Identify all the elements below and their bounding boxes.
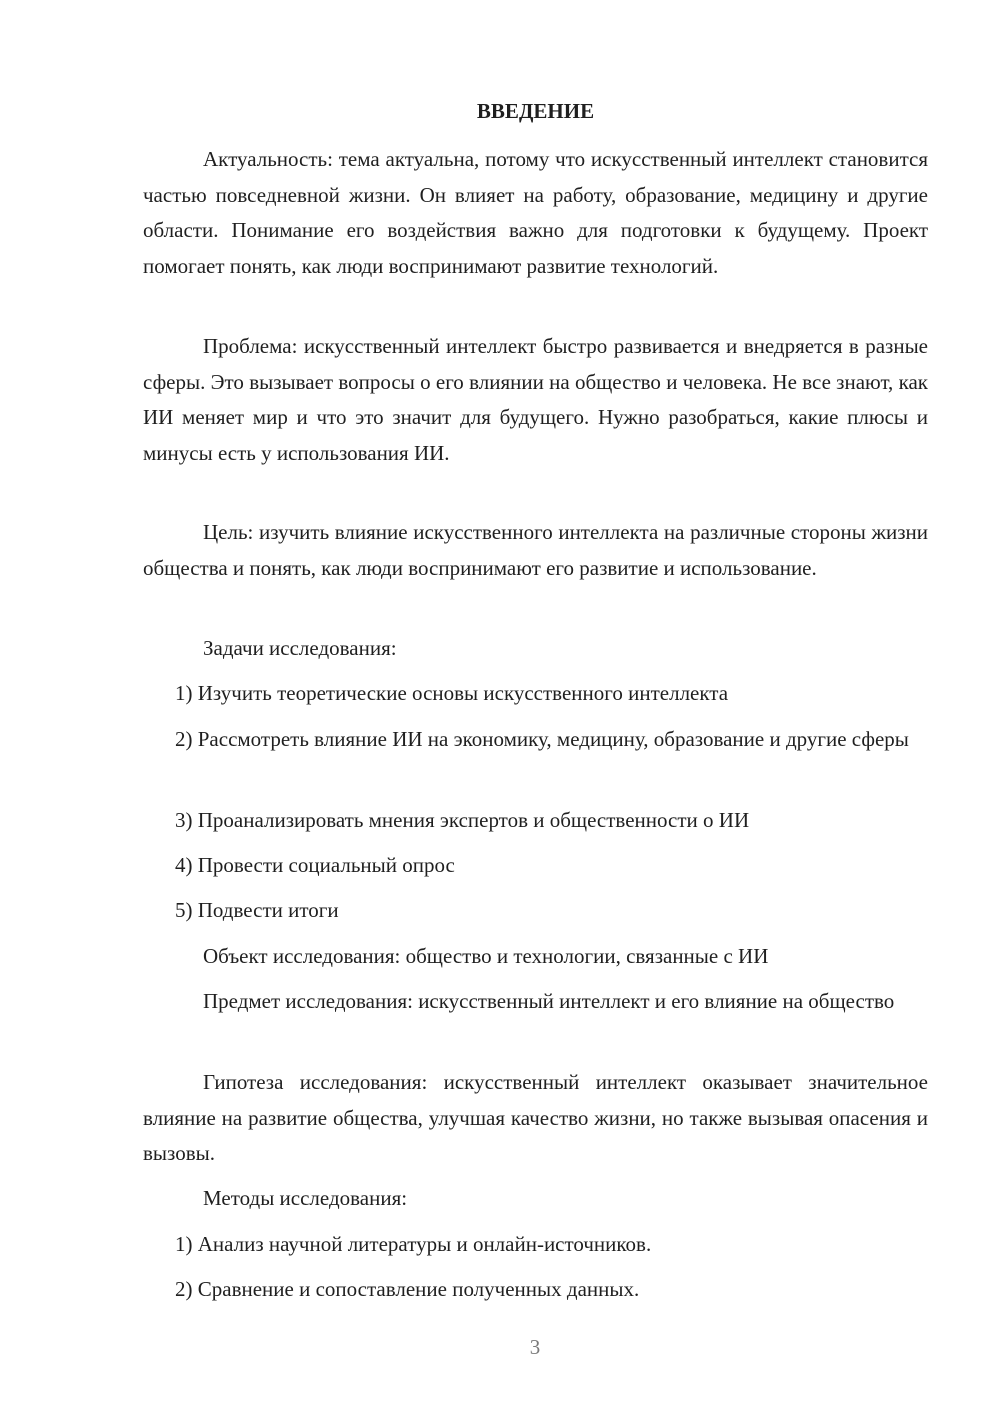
- hypothesis-paragraph: Гипотеза исследования: искусственный интеллект оказывает значительное влияние на развитие общества, улучшая качество жизни, но также вызывая опасения и вызовы.: [143, 1070, 928, 1165]
- tasks-title: Задачи исследования:: [203, 636, 397, 660]
- task-item-4: 4) Провести социальный опрос: [175, 853, 455, 877]
- task-item-3: 3) Проанализировать мнения экспертов и общественности о ИИ: [175, 808, 750, 832]
- task-item-5: 5) Подвести итоги: [175, 898, 339, 922]
- subject-paragraph: Предмет исследования: искусственный интеллект и его влияние на общество: [203, 989, 895, 1013]
- object-paragraph: Объект исследования: общество и технологии, связанные с ИИ: [203, 944, 769, 968]
- goal-paragraph: Цель: изучить влияние искусственного интеллекта на различные стороны жизни общества и понять, как люди воспринимают его развитие и использование.: [143, 520, 928, 580]
- page-number: 3: [529, 1335, 541, 1359]
- methods-title: Методы исследования:: [203, 1186, 408, 1210]
- relevance-paragraph: Актуальность: тема актуальна, потому что искусственный интеллект становится частью повседневной жизни. Он влияет на работу, образование, медицину и другие области. Понимание его воздействия важно для подготовки к будущему. Проект помогает понять, как люди воспринимают развитие технологий.: [143, 147, 928, 278]
- method-item-2: 2) Сравнение и сопоставление полученных данных.: [175, 1277, 640, 1301]
- section-heading: ВВЕДЕНИЕ: [476, 99, 595, 123]
- method-item-1: 1) Анализ научной литературы и онлайн-источников.: [175, 1232, 652, 1256]
- problem-paragraph: Проблема: искусственный интеллект быстро развивается и внедряется в разные сферы. Это вызывает вопросы о его влиянии на общество и человека. Не все знают, как ИИ меняет мир и что это значит для будущего. Нужно разобраться, какие плюсы и минусы есть у использования ИИ.: [143, 334, 928, 465]
- task-item-1: 1) Изучить теоретические основы искусственного интеллекта: [175, 681, 729, 705]
- task-item-2: 2) Рассмотреть влияние ИИ на экономику, медицину, образование и другие сферы: [175, 727, 909, 751]
